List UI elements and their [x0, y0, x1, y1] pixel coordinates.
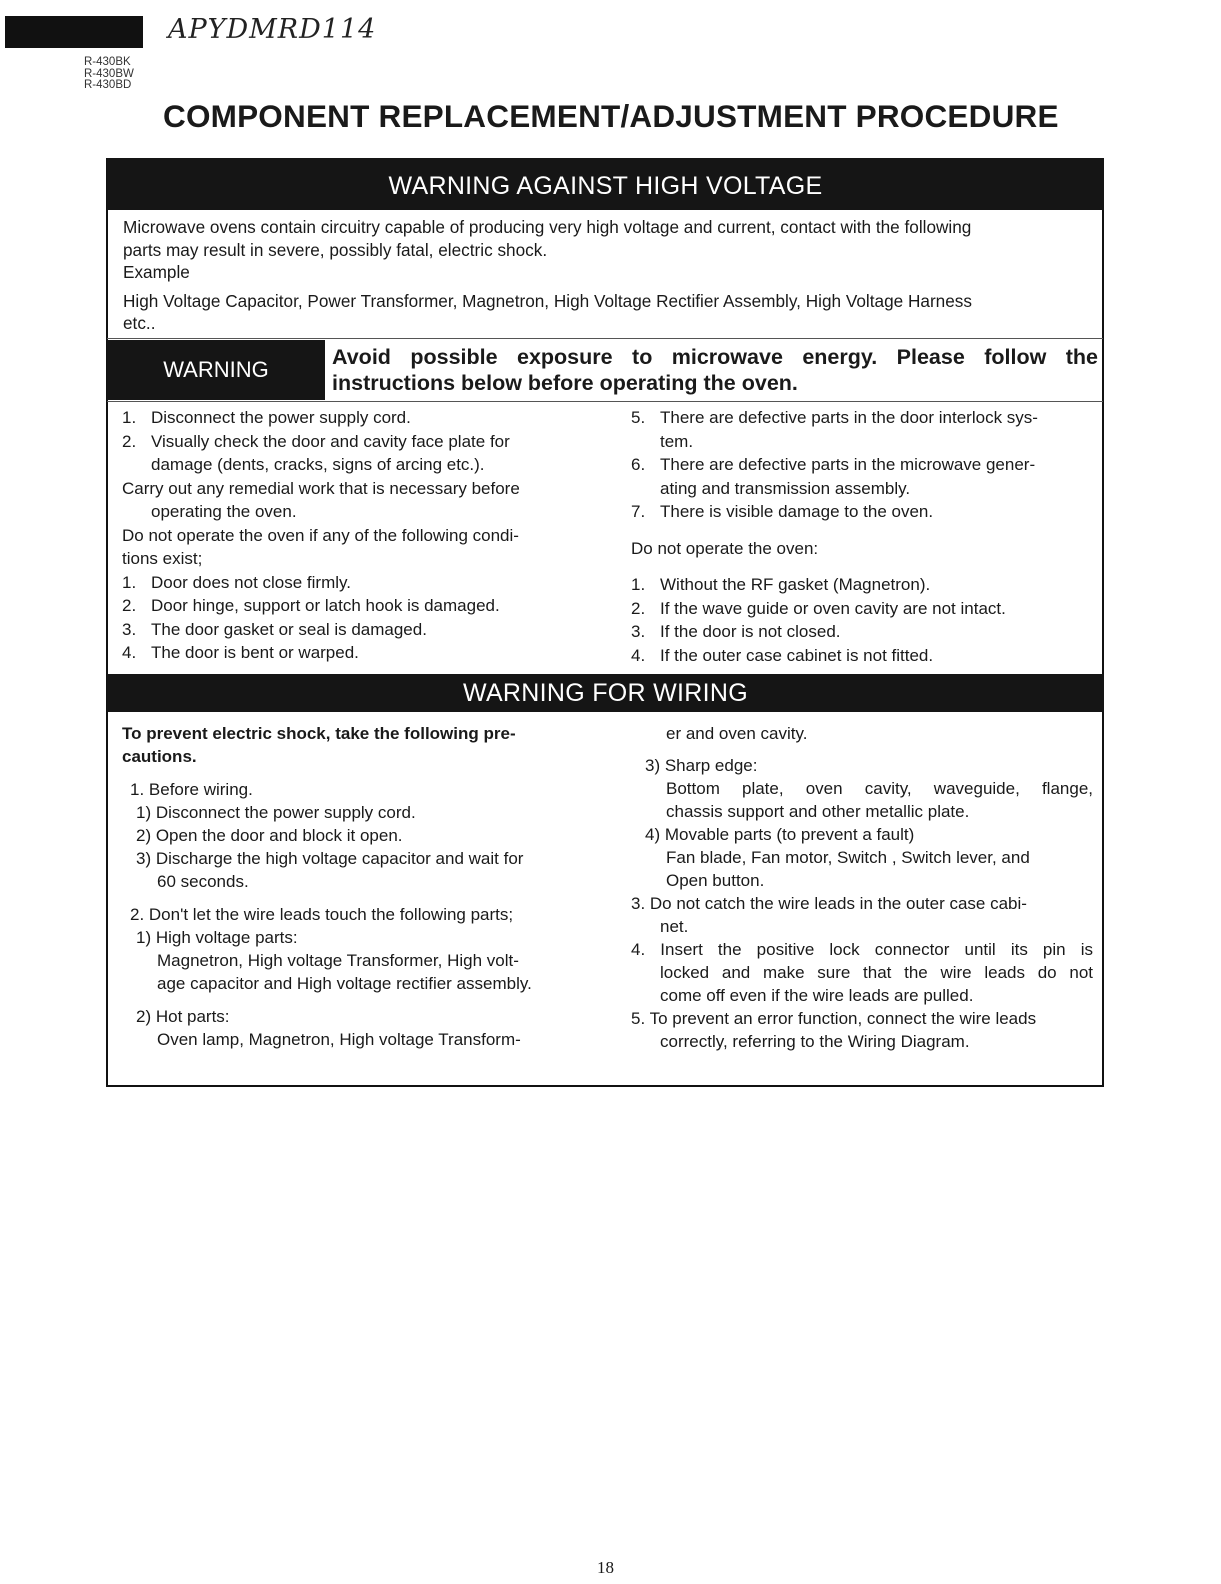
list-item: 1) Disconnect the power supply cord. — [136, 803, 416, 822]
paragraph-line: Do not operate the oven: — [631, 538, 819, 558]
list-item-continuation: ating and transmission assembly. — [660, 478, 911, 498]
paragraph-line: Carry out any remedial work that is necessary before — [122, 478, 520, 498]
list-item: 3. If the door is not closed. — [631, 622, 841, 641]
list-item: 1. Door does not close firmly. — [122, 572, 351, 592]
microwave-warning-line: instructions below before operating the oven. — [332, 371, 798, 395]
list-item-continuation: Open button. — [666, 871, 765, 890]
list-item-continuation: Oven lamp, Magnetron, High voltage Transform- — [157, 1030, 521, 1049]
list-item: 2. Don't let the wire leads touch the following parts; — [130, 905, 514, 924]
warning-left-column — [122, 406, 592, 665]
list-item-continuation: tem. — [660, 431, 694, 451]
list-item: 7. There is visible damage to the oven. — [631, 502, 934, 521]
list-item: 1) High voltage parts: — [136, 928, 298, 947]
list-item: 3. The door gasket or seal is damaged. — [122, 619, 427, 639]
list-item-continuation: age capacitor and High voltage rectifier assembly. — [157, 974, 532, 993]
list-item: 2. If the wave guide or oven cavity are not intact. — [631, 598, 1006, 618]
list-item-continuation: come off even if the wire leads are pulled. — [660, 986, 974, 1005]
list-item-continuation: Fan blade, Fan motor, Switch , Switch lever, and — [666, 848, 1030, 867]
hv-intro-line: parts may result in severe, possibly fatal, electric shock. — [123, 239, 548, 260]
list-item-continuation: er and oven cavity. — [666, 724, 808, 743]
list-item: 4. Insert the positive lock connector until its pin is — [631, 940, 1093, 959]
warning-right-column — [631, 406, 1101, 667]
model-number: R-430BK — [84, 56, 131, 68]
high-voltage-heading: WARNING AGAINST HIGH VOLTAGE — [107, 158, 1104, 210]
warning-label: WARNING — [107, 340, 325, 400]
wiring-intro: To prevent electric shock, take the following pre- — [122, 724, 516, 743]
list-item: 3) Discharge the high voltage capacitor and wait for — [136, 849, 524, 868]
list-item: 4) Movable parts (to prevent a fault) — [645, 825, 915, 844]
handwritten-note: APYDMRD114 — [168, 14, 377, 45]
list-item: 2. Visually check the door and cavity face plate for — [122, 431, 510, 451]
list-item: 5. To prevent an error function, connect the wire leads — [631, 1009, 1037, 1028]
wiring-right-column — [631, 722, 1093, 1053]
list-item: 6. There are defective parts in the microwave gener- — [631, 455, 1036, 474]
hv-example-line: etc.. — [123, 313, 156, 333]
microwave-warning-line: Avoid possible exposure to microwave energy. Please follow the — [332, 345, 1098, 369]
list-item-continuation: locked and make sure that the wire leads do not — [660, 963, 1093, 982]
hv-intro-line: Microwave ovens contain circuitry capable of producing very high voltage and current, contact with the following — [123, 217, 972, 237]
model-numbers — [84, 57, 134, 92]
list-item: 4. If the outer case cabinet is not fitted. — [631, 645, 934, 665]
high-voltage-text — [123, 216, 1098, 335]
list-item: 5. There are defective parts in the door interlock sys- — [631, 408, 1038, 427]
corner-black-block — [5, 16, 143, 48]
list-item: 2. Door hinge, support or latch hook is damaged. — [122, 596, 500, 615]
wiring-heading: WARNING FOR WIRING — [107, 674, 1104, 712]
list-item-continuation: net. — [660, 917, 689, 936]
list-item-continuation: Bottom plate, oven cavity, waveguide, flange, — [666, 779, 1093, 798]
list-item: 3) Sharp edge: — [645, 756, 758, 775]
list-item-continuation: chassis support and other metallic plate. — [666, 802, 970, 821]
page-title: COMPONENT REPLACEMENT/ADJUSTMENT PROCEDURE — [163, 98, 1059, 134]
divider — [107, 338, 1103, 339]
hv-example-label: Example — [123, 262, 190, 282]
list-item: 2) Hot parts: — [136, 1007, 230, 1026]
list-item: 2) Open the door and block it open. — [136, 826, 403, 845]
divider — [107, 401, 1103, 402]
page-number: 18 — [597, 1558, 614, 1577]
list-item-continuation: damage (dents, cracks, signs of arcing etc.). — [151, 455, 485, 474]
wiring-left-column — [122, 722, 592, 1051]
list-item-continuation: 60 seconds. — [157, 872, 249, 891]
paragraph-line: operating the oven. — [151, 502, 297, 521]
paragraph-line: tions exist; — [122, 549, 203, 568]
wiring-intro: cautions. — [122, 747, 197, 766]
list-item: 3. Do not catch the wire leads in the outer case cabi- — [631, 894, 1027, 913]
list-item-continuation: correctly, referring to the Wiring Diagram. — [660, 1032, 970, 1051]
list-item: 1. Before wiring. — [130, 780, 253, 799]
list-item: 4. The door is bent or warped. — [122, 643, 359, 662]
model-number: R-430BW — [84, 67, 134, 80]
model-number: R-430BD — [84, 79, 132, 91]
list-item: 1. Without the RF gasket (Magnetron). — [631, 575, 931, 594]
hv-example-line: High Voltage Capacitor, Power Transformer, Magnetron, High Voltage Rectifier Assembly, High Voltage Harness — [123, 290, 972, 311]
list-item-continuation: Magnetron, High voltage Transformer, High volt- — [157, 951, 519, 970]
paragraph-line: Do not operate the oven if any of the following condi- — [122, 525, 519, 545]
list-item: 1. Disconnect the power supply cord. — [122, 408, 411, 427]
